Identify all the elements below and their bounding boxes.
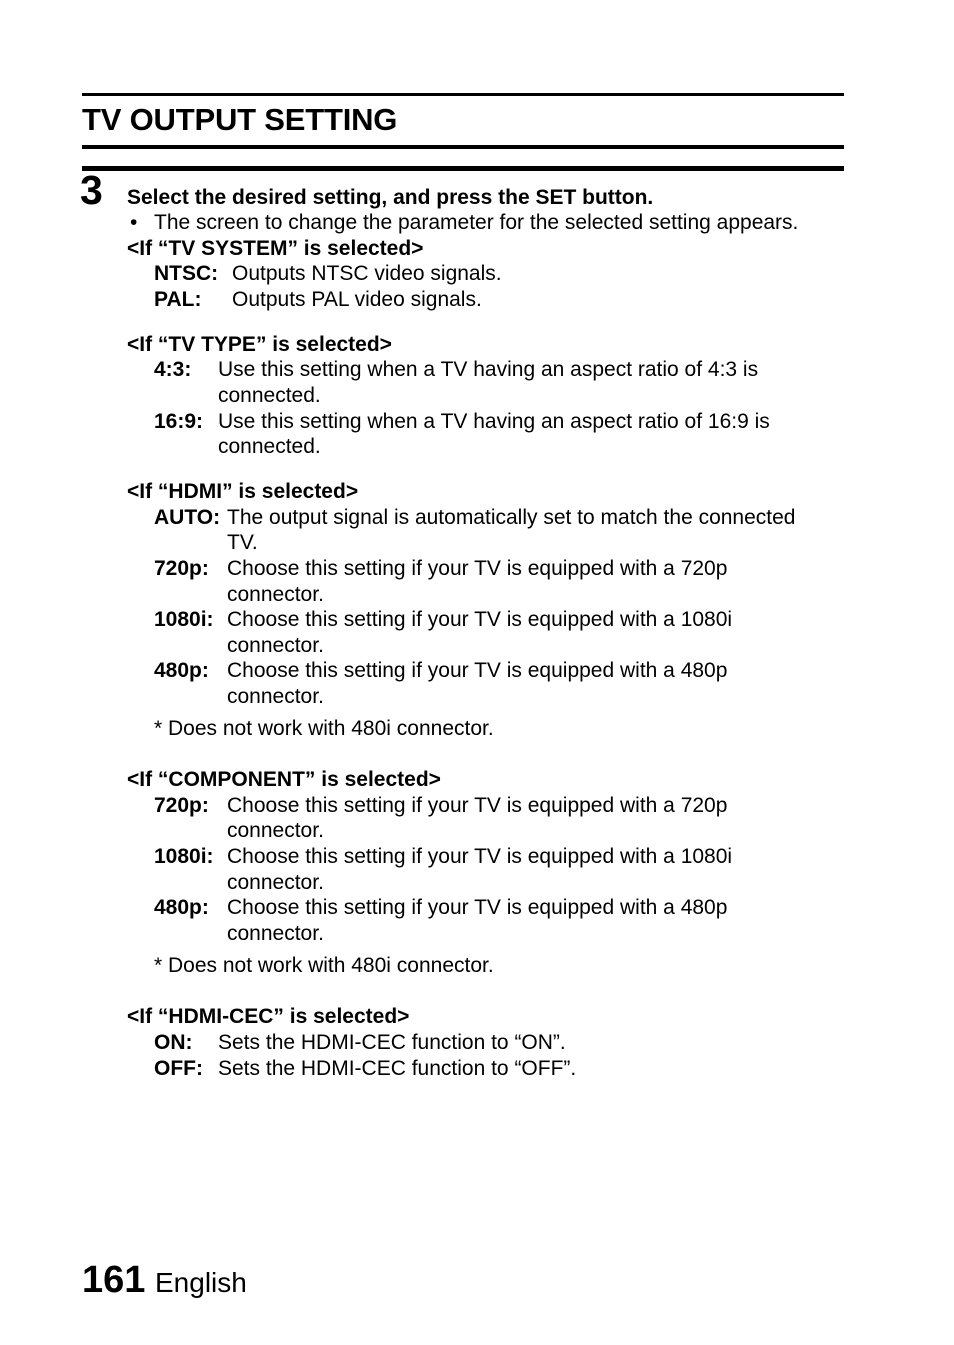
- option-description-cont: connector.: [227, 685, 324, 708]
- section-heading: <If “COMPONENT” is selected>: [127, 768, 441, 791]
- option-label: 480p:: [154, 896, 209, 919]
- step-note: The screen to change the parameter for the selected setting appears.: [154, 211, 799, 234]
- option-description-cont: connector.: [227, 922, 324, 945]
- header-top-rule: [82, 93, 844, 96]
- option-description: Use this setting when a TV having an aspect ratio of 16:9 is: [218, 410, 770, 433]
- option-description: Sets the HDMI-CEC function to “OFF”.: [218, 1057, 577, 1080]
- footnote: * Does not work with 480i connector.: [154, 717, 494, 740]
- option-label: 1080i:: [154, 845, 214, 868]
- option-description: Outputs PAL video signals.: [232, 288, 482, 311]
- section-heading: <If “TV SYSTEM” is selected>: [127, 237, 424, 260]
- option-description-cont: connector.: [227, 871, 324, 894]
- option-label: AUTO:: [154, 506, 221, 529]
- option-description: Choose this setting if your TV is equipped with a 480p: [227, 896, 728, 919]
- option-label: ON:: [154, 1031, 193, 1054]
- option-label: 720p:: [154, 794, 209, 817]
- option-label: 720p:: [154, 557, 209, 580]
- bullet-icon: •: [130, 211, 138, 234]
- option-label: OFF:: [154, 1057, 203, 1080]
- section-heading: <If “TV TYPE” is selected>: [127, 333, 392, 356]
- option-label: 16:9:: [154, 410, 204, 433]
- step-instruction: Select the desired setting, and press the SET button.: [127, 186, 654, 209]
- option-description: Sets the HDMI-CEC function to “ON”.: [218, 1031, 566, 1054]
- footnote: * Does not work with 480i connector.: [154, 954, 494, 977]
- option-description-cont: connected.: [218, 435, 321, 458]
- option-label: 1080i:: [154, 608, 214, 631]
- step-rule: [82, 166, 844, 171]
- option-label: PAL:: [154, 288, 202, 311]
- option-description: Choose this setting if your TV is equipped with a 1080i: [227, 608, 733, 631]
- option-description: The output signal is automatically set to match the connected: [227, 506, 796, 529]
- option-description-cont: connected.: [218, 384, 321, 407]
- language-label: English: [155, 1267, 247, 1298]
- section-heading: <If “HDMI-CEC” is selected>: [127, 1005, 410, 1028]
- page-title: TV OUTPUT SETTING: [82, 102, 398, 137]
- option-label: 4:3:: [154, 358, 192, 381]
- header-bottom-rule: [82, 145, 844, 149]
- section-heading: <If “HDMI” is selected>: [127, 480, 359, 503]
- option-description-cont: connector.: [227, 819, 324, 842]
- option-description: Choose this setting if your TV is equipped with a 1080i: [227, 845, 733, 868]
- option-description: Choose this setting if your TV is equipped with a 720p: [227, 557, 728, 580]
- option-description: Choose this setting if your TV is equipped with a 480p: [227, 659, 728, 682]
- page-number: 161: [82, 1259, 146, 1301]
- option-description-cont: connector.: [227, 583, 324, 606]
- option-label: 480p:: [154, 659, 209, 682]
- option-description: Choose this setting if your TV is equipped with a 720p: [227, 794, 728, 817]
- option-description: Outputs NTSC video signals.: [232, 262, 502, 285]
- option-description: Use this setting when a TV having an aspect ratio of 4:3 is: [218, 358, 759, 381]
- option-label: NTSC:: [154, 262, 219, 285]
- step-number: 3: [80, 167, 103, 213]
- option-description-cont: TV.: [227, 531, 258, 554]
- option-description-cont: connector.: [227, 634, 324, 657]
